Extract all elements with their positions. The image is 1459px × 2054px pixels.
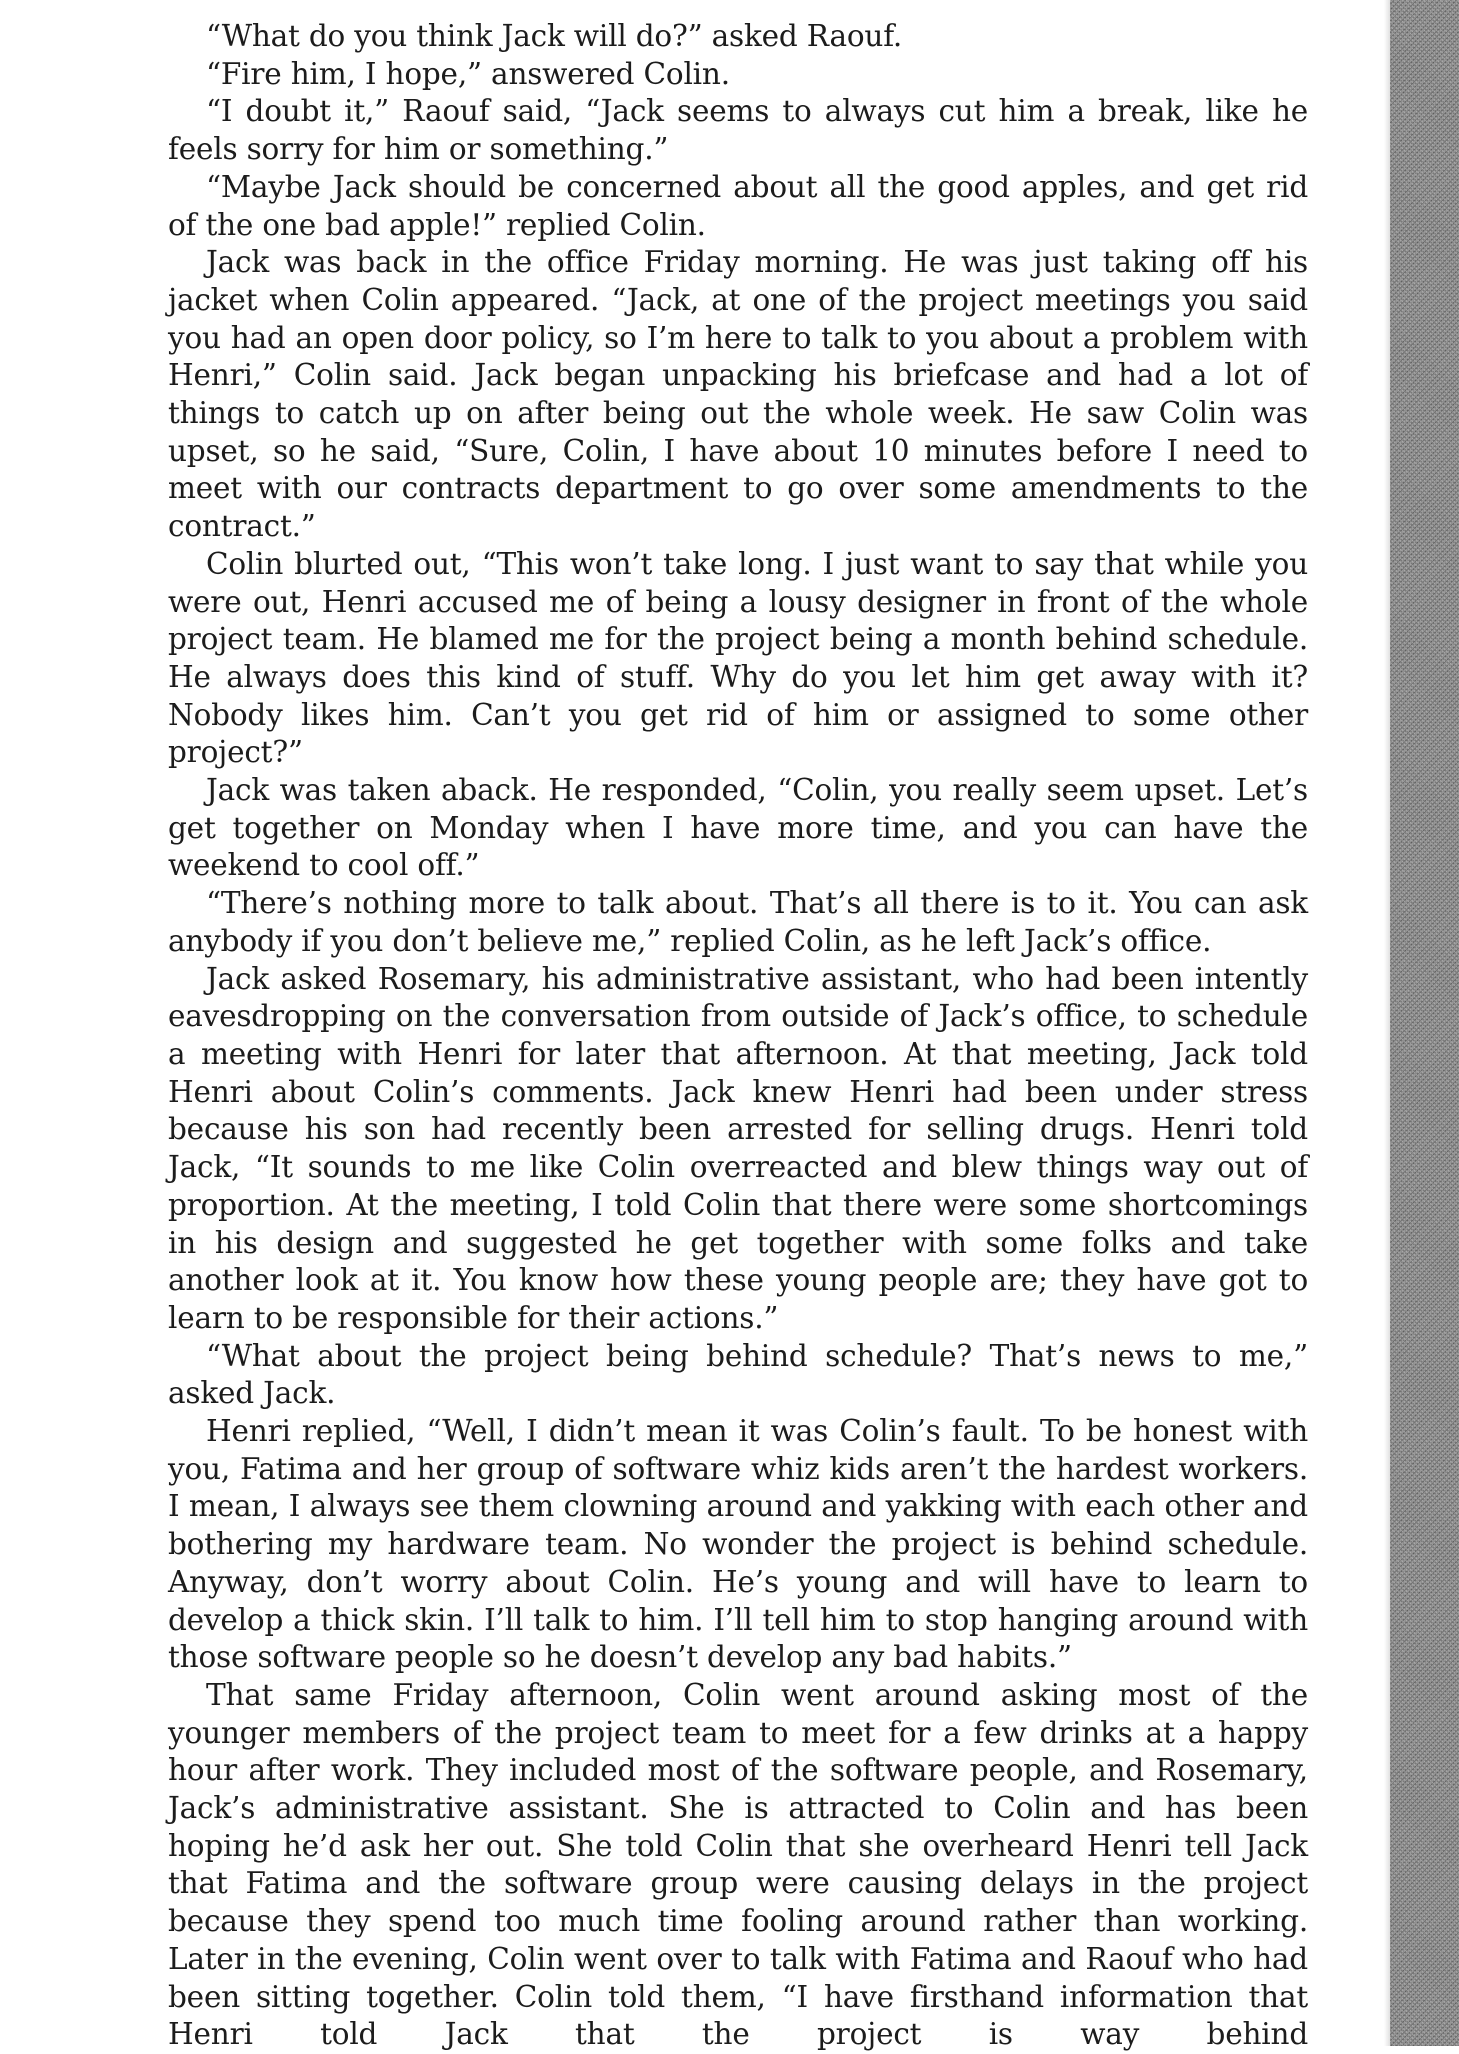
paragraph-1: “What do you think Jack will do?” asked Raouf. xyxy=(206,19,903,53)
paragraph-6: Colin blurted out, “This won’t take long. I just want to say that while you were out, Henri accused me of being a lousy designer in front of the whole project team. He blamed me for the project being a month behind schedule. He always does this kind of stuff. Why do you let him get away with it? Nobody likes him. Can’t you get rid of him or assigned to some other project?” xyxy=(168,546,1308,770)
paragraph-11: Henri replied, “Well, I didn’t mean it was Colin’s fault. To be honest with you, Fatima and her group of software whiz kids aren’t the hardest workers. I mean, I always see them clowning around and yakking with each other and bothering my hardware team. No wonder the project is behind schedule. Anyway, don’t worry about Colin. He’s young and will have to learn to develop a thick skin. I’ll talk to him. I’ll tell him to stop hanging around with those software people so he doesn’t develop any bad habits.” xyxy=(168,1414,1308,1675)
page-edge-strip xyxy=(1390,0,1459,2046)
body-text xyxy=(168,18,1308,2054)
paragraph-7: Jack was taken aback. He responded, “Colin, you really seem upset. Let’s get together on Monday when I have more time, and you can have the weekend to cool off.” xyxy=(168,773,1308,883)
paragraph-12: That same Friday afternoon, Colin went around asking most of the younger members of the project team to meet for a few drinks at a happy hour after work. They included most of the software people, and Rosemary, Jack’s administrative assistant. She is attracted to Colin and has been hoping he’d ask her out. She told Colin that she overheard Henri tell Jack that Fatima and the software group were causing delays in the project because they spend too much time fooling around rather than working. Later in the evening, Colin went over to talk with Fatima and Raouf who had been sitting together. Colin told them, “I have firsthand information that Henri told Jack that the project is way behind xyxy=(168,1677,1308,2052)
paragraph-8: “There’s nothing more to talk about. That’s all there is to it. You can ask anybody if you don’t believe me,” replied Colin, as he left Jack’s office. xyxy=(168,886,1308,958)
paragraph-4: “Maybe Jack should be concerned about all the good apples, and get rid of the one bad apple!” replied Colin. xyxy=(168,169,1308,242)
paragraph-10: “What about the project being behind schedule? That’s news to me,” asked Jack. xyxy=(168,1338,1308,1411)
paragraph-3: “I doubt it,” Raouf said, “Jack seems to always cut him a break, like he feels sorry for him or something.” xyxy=(168,94,1308,167)
paragraph-5: Jack was back in the office Friday morning. He was just taking off his jacket when Colin appeared. “Jack, at one of the project meetings you said you had an open door policy, so I’m here to talk to you about a problem with Henri,” Colin said. Jack began unpacking his briefcase and had a lot of things to catch up on after being out the whole week. He saw Colin was upset, so he said, “Sure, Colin, I have about 10 minutes before I need to meet with our contracts department to go over some amendments to the contract.” xyxy=(168,245,1308,544)
paragraph-2: “Fire him, I hope,” answered Colin. xyxy=(206,56,730,91)
paragraph-9: Jack asked Rosemary, his administrative assistant, who had been intently eavesdropping on the conversation from outside of Jack’s office, to schedule a meeting with Henri for later that afternoon. At that meeting, Jack told Henri about Colin’s comments. Jack knew Henri had been under stress because his son had recently been arrested for selling drugs. Henri told Jack, “It sounds to me like Colin overreacted and blew things way out of proportion. At the meeting, I told Colin that there were some shortcomings in his design and suggested he get together with some folks and take another look at it. You know how these young people are; they have got to learn to be responsible for their actions.” xyxy=(168,961,1308,1335)
